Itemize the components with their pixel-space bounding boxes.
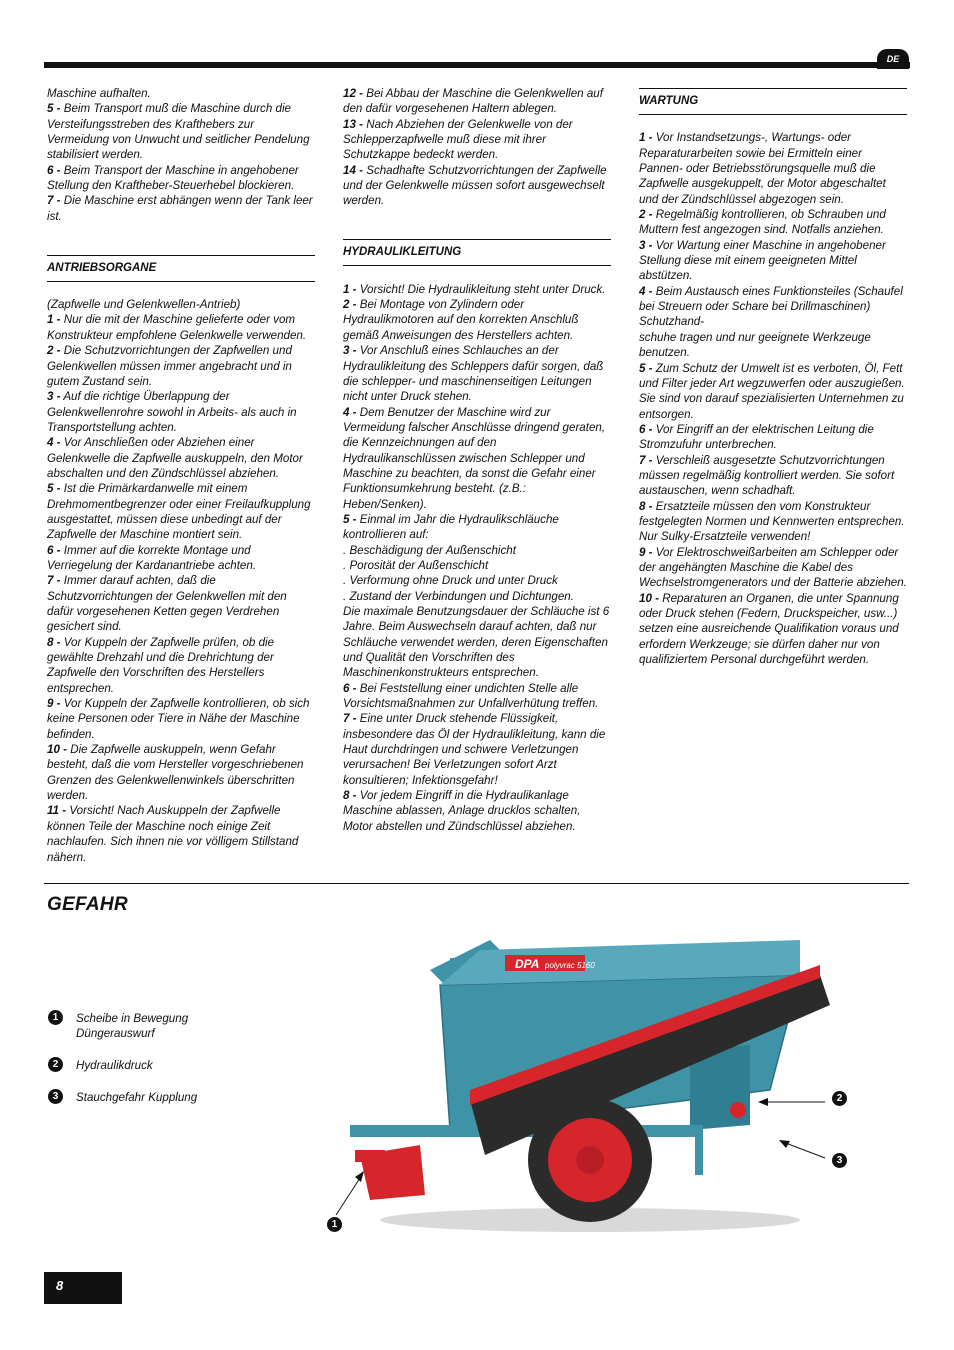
item-text: . Beschädigung der Außenschicht (343, 543, 516, 557)
item-number: 7 - (47, 194, 61, 208)
list-item (343, 86, 611, 117)
item-text: Ist die Primärkardanwelle mit einem Drehmomentbegrenzer oder einer Freilaufkupplung ausgestattet, müssen diese unbedingt auf der Zapfwelle der Maschine montiert sein. (47, 482, 311, 542)
item-number: 8 - (343, 789, 357, 803)
item-number: 4 - (639, 284, 653, 298)
list-item (343, 681, 611, 712)
item-text: Ersatzteile müssen den vom Konstrukteur festgelegten Normen und Kennwerten entsprechen. Nur Sulky-Ersatzteile verwenden! (639, 499, 905, 544)
list-item (47, 481, 315, 542)
item-text: Vor Eingriff an der elektrischen Leitung die Stromzufuhr unterbrechen. (639, 422, 874, 452)
item-number: 14 - (343, 163, 363, 177)
item-text: Einmal im Jahr die Hydraulikschläuche kontrollieren auf: (343, 512, 559, 542)
section-heading-wartung: WARTUNG (639, 88, 907, 115)
item-number: 6 - (639, 422, 653, 436)
item-text: Vor Kuppeln der Zapfwelle kontrollieren, ob sich keine Personen oder Tiere in Nähe der Maschine befinden. (47, 697, 310, 741)
list-item (47, 101, 315, 162)
callout-3-icon: 3 (832, 1153, 847, 1168)
list-item (639, 591, 907, 668)
legend-text: Stauchgefahr Kupplung (76, 1091, 198, 1104)
page-number: 8 (44, 1272, 122, 1304)
item-number: 4 - (343, 405, 357, 419)
item-number: 6 - (47, 163, 61, 177)
item-number: 2 - (343, 298, 357, 312)
item-number: 12 - (343, 87, 363, 100)
list-item (639, 130, 907, 207)
list-item (343, 589, 611, 604)
item-number: 8 - (47, 635, 61, 649)
list-item (47, 163, 315, 194)
item-text: Vor jedem Eingriff in die Hydraulikanlage Maschine ablassen, Anlage drucklos schalten, Motor abstellen und Zündschlüssel abziehen. (343, 789, 581, 833)
list-item (47, 297, 315, 312)
fertilizer-spreader-image (330, 930, 850, 1250)
list-item (47, 389, 315, 435)
item-text: Immer auf die korrekte Montage und Verriegelung der Kardanantriebe achten. (47, 543, 257, 572)
list-item (343, 163, 611, 209)
danger-title: GEFAHR (47, 894, 128, 915)
machine-brand-label: DPA (515, 957, 540, 971)
item-text: Beim Transport der Maschine in angehobener Stellung den Kraftheber-Steuerhebel blockieren. (47, 163, 299, 193)
item-text: Die maximale Benutzungsdauer der Schläuche ist 6 Jahre. Beim Auswechseln darauf achten, daß nur Schläuche verwendet werden, deren Eigenschaften und Qualität den Vorschriften des Maschinenkonstrukteurs entsprechen. (343, 605, 610, 680)
item-text: Verschleiß ausgesetzte Schutzvorrichtungen müssen regelmäßig kontrolliert werden. Sie sofort austauschen, wenn schadhaft. (639, 453, 895, 498)
item-text: Vor Instandsetzungs-, Wartungs- oder Reparaturarbeiten sowie bei Ermitteln einer Pannen- oder Betriebsstörungsquelle muß die Zapfwelle ausgekuppelt, der Motor abgeschaltet und der Zündschlüssel abgezogen sein. (639, 131, 886, 206)
list-item (343, 558, 611, 573)
list-item (343, 405, 611, 512)
list-item (639, 453, 907, 499)
list-item (343, 343, 611, 404)
item-text: Maschine aufhalten. (47, 87, 151, 100)
item-text: Zum Schutz der Umwelt ist es verboten, Öl, Fett und Filter jeder Art wegzuwerfen oder auszugießen. Sie sind von darauf spezialisierten Unternehmen zu entsorgen. (639, 361, 905, 421)
item-text: Eine unter Druck stehende Flüssigkeit, insbesondere das Öl der Hydraulikleitung, kann die Haut durchdringen und schwere Verletzungen verursachen! Bei Verletzungen sofort Arzt konsultieren; Infektionsgefahr! (343, 712, 606, 787)
item-text: (Zapfwelle und Gelenkwellen-Antrieb) (47, 298, 241, 312)
list-item (639, 422, 907, 453)
item-text: Bei Montage von Zylindern oder Hydraulikmotoren auf den korrekten Anschluß gemäß Anweisungen des Herstellers achten. (343, 298, 579, 342)
item-text: Vorsicht! Die Hydraulikleitung steht unter Druck. (356, 282, 606, 296)
column-3-items (639, 130, 907, 667)
list-item (47, 86, 315, 101)
list-item (639, 238, 907, 284)
item-text: Vor Wartung einer Maschine in angehobener Stellung diese mit einem geeigneten Mittel abstützen. (639, 238, 886, 283)
legend-text: Hydraulikdruck (76, 1059, 153, 1072)
item-text: Vor Anschließen oder Abziehen einer Gelenkwelle die Zapfwelle auskuppeln, den Motor abschalten und den Zündschlüssel abziehen. (47, 436, 303, 480)
item-number: 13 - (343, 117, 363, 131)
item-text: Bei Feststellung einer undichten Stelle alle Vorsichtsmaßnahmen zur Unfallverhütung treffen. (343, 681, 599, 711)
callout-2-icon: 2 (832, 1091, 847, 1106)
column-2-intro (343, 86, 611, 209)
item-text: Beim Transport muß die Maschine durch die Versteifungsstreben des Krafthebers zur Vermeidung von Unwucht und seitlicher Pendelung stabilisiert werden. (47, 102, 310, 162)
item-text: Auf die richtige Überlappung der Gelenkwellenrohre sowohl in Arbeits- als auch in Transportstellung achten. (47, 390, 297, 434)
item-text: Die Schutzvorrichtungen der Zapfwellen und Gelenkwellen müssen immer angebracht und in gutem Zustand sein. (47, 344, 292, 388)
item-number: 9 - (47, 697, 61, 711)
item-number: 3 - (47, 390, 61, 404)
list-item (343, 788, 611, 834)
list-item (343, 512, 611, 543)
list-item (47, 343, 315, 389)
item-text: Nur die mit der Maschine gelieferte oder vom Konstrukteur empfohlene Gelenkwelle verwenden. (47, 313, 307, 342)
list-item (47, 742, 315, 803)
list-item (47, 435, 315, 481)
item-number: 1 - (639, 131, 653, 145)
list-item (47, 803, 315, 864)
item-text: Vor Anschluß eines Schlauches an der Hydraulikleitung des Schleppers dafür sorgen, daß die schlepper- und maschinenseitigen Leitungen nicht unter Druck stehen. (343, 344, 604, 404)
item-number: 2 - (639, 208, 653, 222)
item-number: 11 - (47, 804, 67, 818)
list-item (639, 361, 907, 422)
column-2-items (343, 282, 611, 834)
list-item (639, 545, 907, 591)
language-tab: DE (877, 49, 909, 69)
list-item (343, 543, 611, 558)
item-text: . Porosität der Außenschicht (343, 558, 489, 572)
item-number: 7 - (47, 574, 61, 588)
item-text: Regelmäßig kontrollieren, ob Schrauben und Muttern fest angezogen sind. Notfalls anziehen. (639, 208, 886, 237)
list-item (639, 207, 907, 238)
item-text: Vor Elektroschweißarbeiten am Schlepper oder der angehängten Maschine die Kabel des Wechselstromgenerators und der Batterie abziehen. (639, 545, 907, 590)
item-number: 10 - (47, 743, 67, 757)
list-item (47, 696, 315, 742)
list-item (47, 312, 315, 343)
callout-1-icon: 1 (327, 1217, 342, 1232)
item-number: 4 - (47, 436, 61, 450)
item-text: Die Zapfwelle auskuppeln, wenn Gefahr besteht, daß die vom Hersteller vorgeschriebenen Grenzen des Gelenkwellenwinkels überschritten werden. (47, 743, 304, 803)
item-number: 1 - (343, 282, 357, 296)
list-item (343, 282, 611, 297)
callout-number-icon: 1 (48, 1010, 63, 1025)
item-number: 1 - (47, 313, 61, 327)
item-number: 8 - (639, 499, 653, 513)
item-text: Reparaturen an Organen, die unter Spannung oder Druck stehen (Federn, Druckspeicher, usw...) setzen eine ausreichende Qualifikation voraus und erfordern Werkzeuge; sie dürfen daher nur von qualifiziertem Personal durchgeführt werden. (639, 591, 899, 667)
item-number: 5 - (47, 482, 61, 496)
item-text: Schadhafte Schutzvorrichtungen der Zapfwelle und der Gelenkwelle müssen sofort ausgewechselt werden. (343, 163, 607, 208)
legend-text: Scheibe in Bewegung (76, 1012, 189, 1025)
list-item (343, 297, 611, 343)
list-item (343, 711, 611, 788)
item-text: . Verformung ohne Druck und unter Druck (343, 574, 558, 588)
item-text: Immer darauf achten, daß die Schutzvorrichtungen der Gelenkwellen mit den dafür vorgesehenen Ketten gegen Verdrehen gesichert sind. (47, 574, 287, 634)
item-number: 3 - (343, 344, 357, 358)
list-item (639, 499, 907, 545)
item-text: . Zustand der Verbindungen und Dichtungen. (343, 589, 574, 603)
item-text: Nach Abziehen der Gelenkwelle von der Schlepperzapfwelle muß diese mit ihrer Schutzkappe bedeckt werden. (343, 117, 573, 162)
item-number: 3 - (639, 238, 653, 252)
section-heading-hydraulikleitung: HYDRAULIKLEITUNG (343, 239, 611, 266)
list-item (47, 635, 315, 696)
callout-number-icon: 3 (48, 1089, 63, 1104)
list-item (639, 284, 907, 361)
item-number: 5 - (343, 512, 357, 526)
item-number: 5 - (639, 361, 653, 375)
callout-number-icon: 2 (48, 1057, 63, 1072)
list-item (343, 573, 611, 588)
column-2 (343, 86, 611, 834)
item-text: Bei Abbau der Maschine die Gelenkwellen auf den dafür vorgesehenen Haltern ablegen. (343, 87, 603, 116)
item-number: 7 - (343, 712, 357, 726)
machine-model-label: polyvrac 5160 (545, 961, 595, 970)
column-1-items (47, 297, 315, 865)
list-item (47, 573, 315, 634)
column-1 (47, 86, 315, 865)
item-number: 10 - (639, 591, 659, 605)
column-1-intro (47, 86, 315, 224)
item-text: Vorsicht! Nach Auskuppeln der Zapfwelle können Teile der Maschine noch einige Zeit nachlaufen. Sich ihnen nie vor völligem Stillstand nähern. (47, 804, 299, 864)
header-rule (44, 62, 910, 68)
item-number: 7 - (639, 453, 653, 467)
column-3 (639, 88, 907, 667)
item-number: 5 - (47, 102, 61, 116)
item-text: Die Maschine erst abhängen wenn der Tank leer ist. (47, 194, 313, 223)
item-number: 9 - (639, 545, 653, 559)
list-item (47, 193, 315, 224)
list-item (343, 604, 611, 681)
legend-text: Düngerauswurf (76, 1027, 155, 1040)
item-number: 6 - (343, 681, 357, 695)
item-text: Vor Kuppeln der Zapfwelle prüfen, ob die gewählte Drehzahl und die Drehrichtung der Zapfwelle den Vorschriften des Herstellers entsprechen. (47, 635, 275, 695)
section-divider (44, 883, 909, 884)
item-text: Dem Benutzer der Maschine wird zur Vermeidung falscher Anschlüsse dringend geraten, die Kennzeichnungen auf den Hydraulikanschlüssen zwischen Schlepper und Maschine zu beachten, da sonst die Gefahr einer Funktionsumkehrung besteht. (z.B.: Heben/Senken). (343, 405, 606, 511)
item-number: 2 - (47, 344, 61, 358)
section-heading-antriebsorgane: ANTRIEBSORGANE (47, 255, 315, 282)
list-item (343, 117, 611, 163)
item-number: 6 - (47, 543, 61, 557)
item-text: Beim Austausch eines Funktionsteiles (Schaufel bei Streuern oder Schare bei Drillmaschinen) Schutzhand- schuhe tragen und nur geeignete Werkzeuge benutzen. (639, 284, 903, 360)
list-item (47, 543, 315, 574)
